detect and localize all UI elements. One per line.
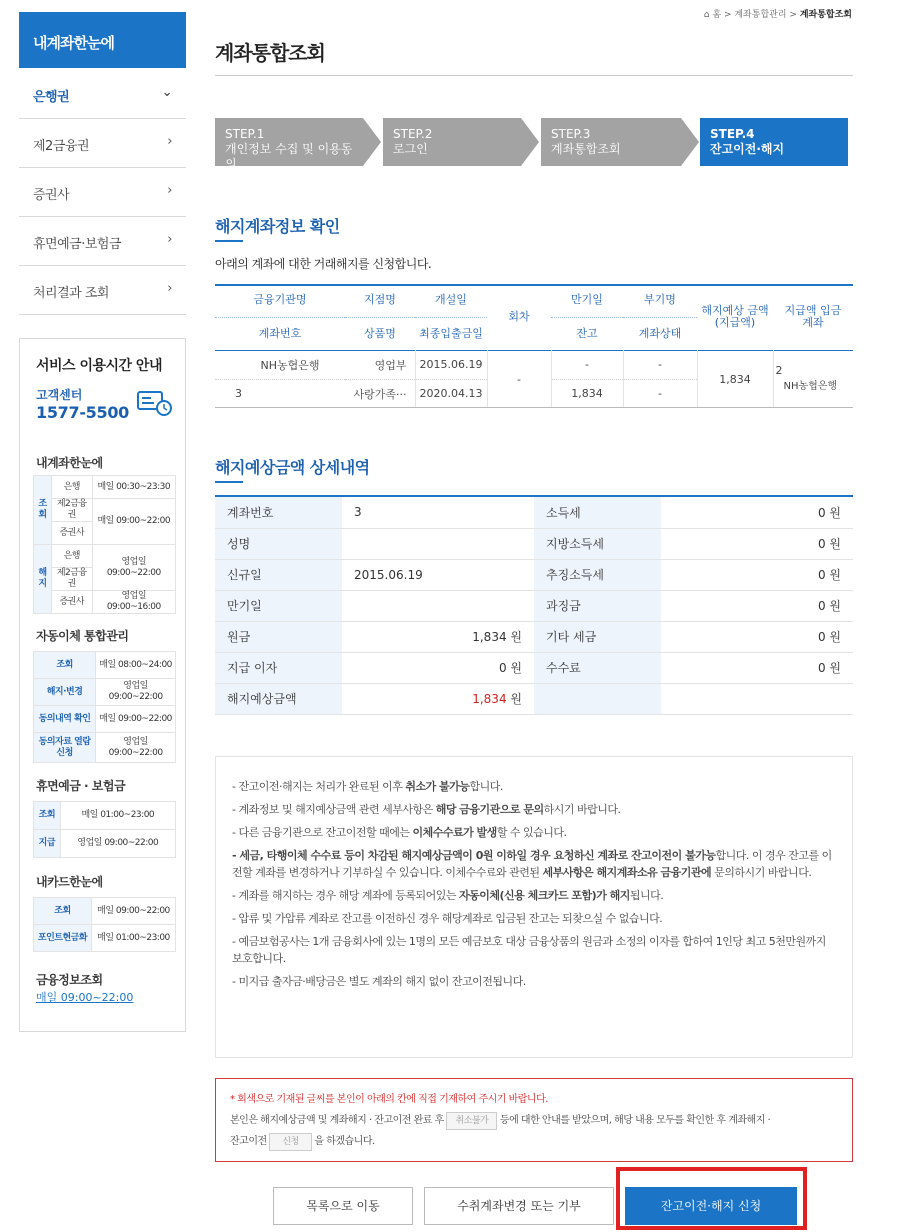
step-2: STEP.2 로그인 [383, 118, 521, 166]
breadcrumb: ⌂ 홈 > 계좌통합관리 > 계좌통합조회 [703, 10, 852, 20]
chevron-right-icon: › [167, 232, 172, 247]
expected-total: 1,834 [472, 692, 507, 706]
hours-table-dormant: 조회 매일 01:00~23:00 지급 영업일 09:00~22:00 [33, 801, 176, 858]
computer-clock-icon [137, 389, 173, 417]
step-arrow [681, 118, 699, 166]
notice-item: - 잔고이전·해지는 처리가 완료된 이후 취소가 불가능합니다. [232, 780, 503, 793]
expected-amount-detail-table [215, 497, 853, 715]
notice-item: - 계좌를 해지하는 경우 해당 계좌에 등록되어있는 자동이체(신용 체크카드 포함)가 해지됩니다. [232, 889, 664, 902]
sidebar-item-results[interactable] [19, 266, 186, 315]
section-finance-info: 금융정보조회 [36, 973, 103, 987]
table-row: 3 사랑가족··· 2020.04.13 1,834 - [215, 379, 853, 408]
confirm-input-apply[interactable]: 신청 [269, 1133, 311, 1151]
table-row: 신규일 2015.06.19 추징소득세 0 원 [215, 559, 853, 590]
sidebar-item-label: 증권사 [33, 188, 70, 203]
table-row: NH농협은행 영업부 2015.06.19 - - - 1,834 2 NH농협은행 [215, 350, 853, 379]
notice-item: - 미지급 출자금·배당금은 별도 계좌의 해지 없이 잔고이전됩니다. [232, 975, 526, 988]
sidebar-item-label: 은행권 [33, 90, 70, 105]
sidebar-item-label: 제2금융권 [33, 139, 90, 154]
notice-item: - 계좌정보 및 해지예상금액 관련 세부사항은 해당 금융기관으로 문의하시기 바랍니다. [232, 803, 621, 816]
step-3: STEP.3 계좌통합조회 [541, 118, 681, 166]
sidebar-item-securities[interactable] [19, 168, 186, 217]
sidebar-title: 내계좌한눈에 [19, 12, 186, 68]
breadcrumb-level1[interactable]: 계좌통합관리 [734, 10, 787, 20]
table-row: 만기일 과징금 0 원 [215, 590, 853, 621]
page-title: 계좌통합조회 [215, 41, 325, 65]
home-icon[interactable]: ⌂ [703, 10, 710, 20]
section-title-account-info: 해지계좌정보 확인 [215, 214, 340, 237]
section-dormant: 휴면예금 · 보험금 [36, 779, 126, 793]
service-hours-title: 서비스 이용시간 안내 [36, 358, 162, 374]
notice-item: - 다른 금융기관으로 잔고이전할 때에는 이체수수료가 발생할 수 있습니다. [232, 826, 567, 839]
hours-table-cards: 조회 매일 09:00~22:00 포인트현금화 매일 01:00~23:00 [33, 897, 176, 952]
step-arrow [521, 118, 539, 166]
section-auto-transfer: 자동이체 통합관리 [36, 629, 129, 643]
table-row: 계좌번호 3 소득세 0 원 [215, 497, 853, 528]
table-row: 원금 1,834 원 기타 세금 0 원 [215, 621, 853, 652]
notice-box [215, 756, 853, 1058]
sidebar-item-dormant[interactable] [19, 217, 186, 266]
table-row: 성명 지방소득세 0 원 [215, 528, 853, 559]
apply-transfer-termination-button[interactable]: 잔고이전·해지 신청 [625, 1187, 797, 1225]
section-description: 아래의 계좌에 대한 거래해지를 신청합니다. [215, 257, 432, 271]
hours-table-auto-transfer: 조회 매일 08:00~24:00 해지·변경 영업일 09:00~22:00 동의내역 확인 매일 09:00~22:00 동의자료 열람신청 영업일 09:00~22:00 [33, 651, 176, 763]
change-account-or-donate-button[interactable]: 수취계좌변경 또는 기부 [424, 1187, 614, 1225]
chevron-right-icon: › [167, 134, 172, 149]
breadcrumb-home[interactable]: 홈 [712, 10, 722, 20]
notice-item: - 세금, 타행이체 수수료 등이 차감된 해지예상금액이 0원 이하일 경우 요청하신 계좌로 잔고이전이 불가능합니다. 이 경우 잔고를 이전할 계좌를 변경하거나 기부하실 수 있습니다. 이체수수료와 관련된 세부사항은 해지계좌소유 금융기관에 문의하시기 바랍니다. [232, 849, 832, 879]
hours-table-accounts: 조회 은행 매일 00:30~23:30 제2금융권 매일 09:00~22:00 증권사 해지 은행 영업일 09:00~22:00 제2금융권 증권사 영업일 09:00~16:00 [33, 475, 176, 614]
chevron-right-icon: › [167, 183, 172, 198]
notice-item: - 압류 및 가압류 계좌로 잔고를 이전하신 경우 해당계좌로 입금된 잔고는 되찾으실 수 없습니다. [232, 912, 663, 925]
title-divider [215, 75, 853, 76]
section-title-detail: 해지예상금액 상세내역 [215, 455, 370, 478]
termination-account-table: 금융기관명 지점명 개설일 회차 만기일 부기명 해지예상 금액 (지급액) 지급액 입금계좌 계좌번호 상품명 최종입출금일 잔고 계좌상태 NH농협은행 영업부 2015.06.19 - - - 1,834 2 NH농협은행 3 사랑가족··· 2020.04.13 1,834 - [215, 284, 853, 408]
expected-amount: 1,834 [697, 350, 773, 408]
step-4-current: STEP.4 잔고이전·해지 [700, 118, 848, 166]
step-arrow [363, 118, 381, 166]
highlight-box [616, 1167, 807, 1230]
service-hours-panel [19, 338, 186, 1032]
finance-info-hours-link[interactable]: 매일 09:00~22:00 [36, 991, 134, 1004]
agreement-box: * 회색으로 기재된 글씨를 본인이 아래의 칸에 직접 기재하여 주시기 바랍니다. 본인은 해지예상금액 및 계좌해지 · 잔고이전 완료 후 취소불가 등에 대한 안내를 받았으며, 해당 내용 모두를 확인한 후 계좌해지 · 잔고이전 신청 을 하겠습니다. [215, 1078, 853, 1162]
chevron-down-icon: ⌄ [161, 85, 172, 100]
table-row: 지급 이자 0 원 수수료 0 원 [215, 652, 853, 683]
table-bottom-border [215, 407, 853, 408]
sidebar-item-label: 휴면예금·보험금 [33, 237, 122, 252]
notice-item: - 예금보험공사는 1개 금융회사에 있는 1명의 모든 예금보호 대상 금융상품의 원금과 소정의 이자를 합하여 1인당 최고 5천만원까지 보호합니다. [232, 935, 826, 965]
sidebar-item-label: 처리결과 조회 [33, 286, 109, 301]
breadcrumb-current: 계좌통합조회 [799, 10, 852, 20]
agreement-warning: * 회색으로 기재된 글씨를 본인이 아래의 칸에 직접 기재하여 주시기 바랍니다. [230, 1094, 548, 1105]
step-1: STEP.1 개인정보 수집 및 이용동의 [215, 118, 363, 166]
sidebar-item-finance2[interactable] [19, 119, 186, 168]
table-row: 해지예상금액 1,834 원 [215, 683, 853, 714]
back-to-list-button[interactable]: 목록으로 이동 [273, 1187, 413, 1225]
section-my-accounts: 내계좌한눈에 [36, 456, 103, 470]
call-center-label: 고객센터 [36, 388, 83, 402]
confirm-input-cancel-unavailable[interactable]: 취소불가 [446, 1112, 497, 1130]
chevron-right-icon: › [167, 281, 172, 296]
section-my-cards: 내카드한눈에 [36, 875, 103, 889]
call-center-phone: 1577-5500 [36, 403, 130, 422]
sidebar-item-bank[interactable] [19, 70, 186, 119]
